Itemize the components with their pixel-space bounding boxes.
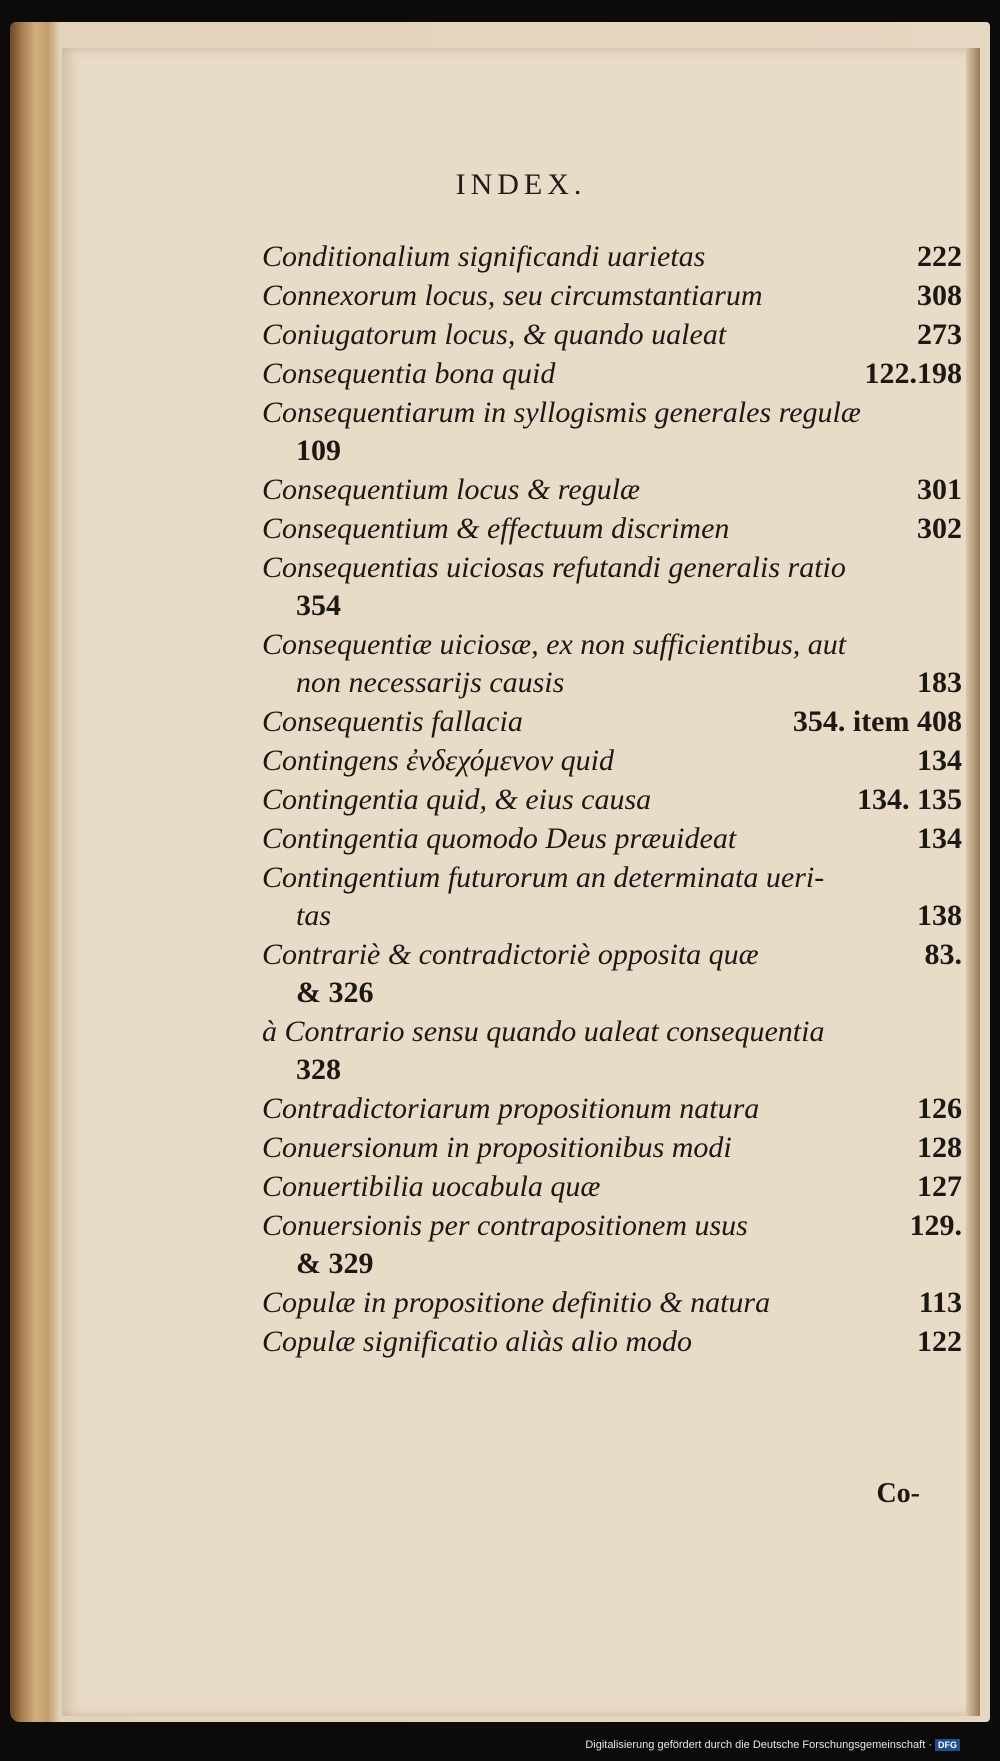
index-entry	[262, 277, 962, 315]
entry-continuation: 328	[296, 1053, 341, 1086]
entry-page: 138	[917, 899, 962, 932]
entry-term: à Contrario sensu quando ualeat consequentia	[262, 1015, 825, 1048]
entry-page: 183	[917, 666, 962, 699]
index-entry	[262, 238, 962, 276]
entry-continuation: & 329	[296, 1247, 374, 1280]
entry-page: 126	[917, 1092, 962, 1125]
entry-page: 127	[917, 1170, 962, 1203]
page-edge	[966, 48, 980, 1716]
entry-page: 83.	[924, 938, 962, 971]
entry-term: Consequentias uiciosas refutandi generalis ratio	[262, 551, 846, 584]
book	[10, 22, 990, 1722]
index-entry	[262, 471, 962, 509]
entry-term: Connexorum locus, seu circumstantiarum	[262, 279, 763, 312]
entry-page: 302	[917, 512, 962, 545]
index-entry	[262, 510, 962, 548]
entry-term: Contingentia quid, & eius causa	[262, 783, 652, 816]
entry-page: 113	[918, 1286, 962, 1319]
entry-page: 308	[917, 279, 962, 312]
footer-bar	[0, 1723, 1000, 1761]
entry-continuation: 109	[296, 434, 341, 467]
index-entry	[262, 549, 962, 625]
entry-term: Contingentia quomodo Deus præuideat	[262, 822, 737, 855]
index-entry	[262, 781, 962, 819]
entry-term: Consequentiæ uiciosæ, ex non sufficientibus, aut	[262, 628, 847, 661]
entry-term: Contradictoriarum propositionum natura	[262, 1092, 760, 1125]
index-entry	[262, 355, 962, 393]
index-entry	[262, 1090, 962, 1128]
entry-term: Consequentis fallacia	[262, 705, 523, 738]
credit-line	[585, 1739, 960, 1751]
entry-term: Conuersionum in propositionibus modi	[262, 1131, 732, 1164]
index-entry	[262, 1168, 962, 1206]
index-entry	[262, 1013, 962, 1089]
credit-text: Digitalisierung gefördert durch die Deutsche Forschungsgemeinschaft ·	[585, 1739, 932, 1751]
index-entry	[262, 936, 962, 1012]
index-entry	[262, 703, 962, 741]
entry-page: 134	[917, 822, 962, 855]
entry-page: 354. item 408	[792, 705, 962, 738]
index-entry	[262, 1207, 962, 1283]
page-title: INDEX.	[455, 168, 587, 201]
entry-page: 134. 135	[857, 783, 962, 816]
page-leaf	[62, 48, 980, 1716]
entry-page: 301	[917, 473, 962, 506]
entry-page: 128	[917, 1131, 962, 1164]
entry-term: Copulæ significatio aliàs alio modo	[262, 1325, 693, 1358]
index-entry	[262, 1129, 962, 1167]
entry-term: Coniugatorum locus, & quando ualeat	[262, 318, 727, 351]
entry-continuation: & 326	[296, 976, 374, 1009]
index-entry	[262, 394, 962, 470]
entry-page: 122.198	[864, 357, 962, 390]
entry-term: Conuertibilia uocabula quæ	[262, 1170, 601, 1203]
entry-term: Consequentium & effectuum discrimen	[262, 512, 730, 545]
entry-term: Consequentium locus & regulæ	[262, 473, 641, 506]
index-entry	[262, 820, 962, 858]
index-entry	[262, 316, 962, 354]
entry-term: Contrariè & contradictoriè opposita quæ	[262, 938, 759, 971]
dfg-logo-icon: DFG	[935, 1739, 960, 1751]
index-entry	[262, 1323, 962, 1361]
entry-term: Consequentia bona quid	[262, 357, 556, 390]
entry-page: 122	[917, 1325, 962, 1358]
entry-page: 129.	[909, 1209, 962, 1242]
entry-term: Contingentium futurorum an determinata ueri-	[262, 861, 825, 894]
catchword: Co-	[876, 1478, 920, 1509]
index-entry	[262, 859, 962, 935]
index-entry	[262, 1284, 962, 1322]
entry-continuation: non necessarijs causis	[296, 666, 565, 699]
entry-page: 222	[917, 240, 962, 273]
entry-continuation: 354	[296, 589, 341, 622]
entry-page: 134	[917, 744, 962, 777]
entry-continuation: tas	[296, 899, 332, 932]
entry-term: Consequentiarum in syllogismis generales regulæ	[262, 396, 861, 429]
entry-page: 273	[917, 318, 962, 351]
entry-term: Conuersionis per contrapositionem usus	[262, 1209, 748, 1242]
index-entry	[262, 742, 962, 780]
index-list	[262, 238, 962, 1362]
entry-term: Contingens ἐνδεχόμενον quid	[262, 744, 614, 777]
index-entry	[262, 626, 962, 702]
entry-term: Conditionalium significandi uarietas	[262, 240, 706, 273]
entry-term: Copulæ in propositione definitio & natura	[262, 1286, 771, 1319]
